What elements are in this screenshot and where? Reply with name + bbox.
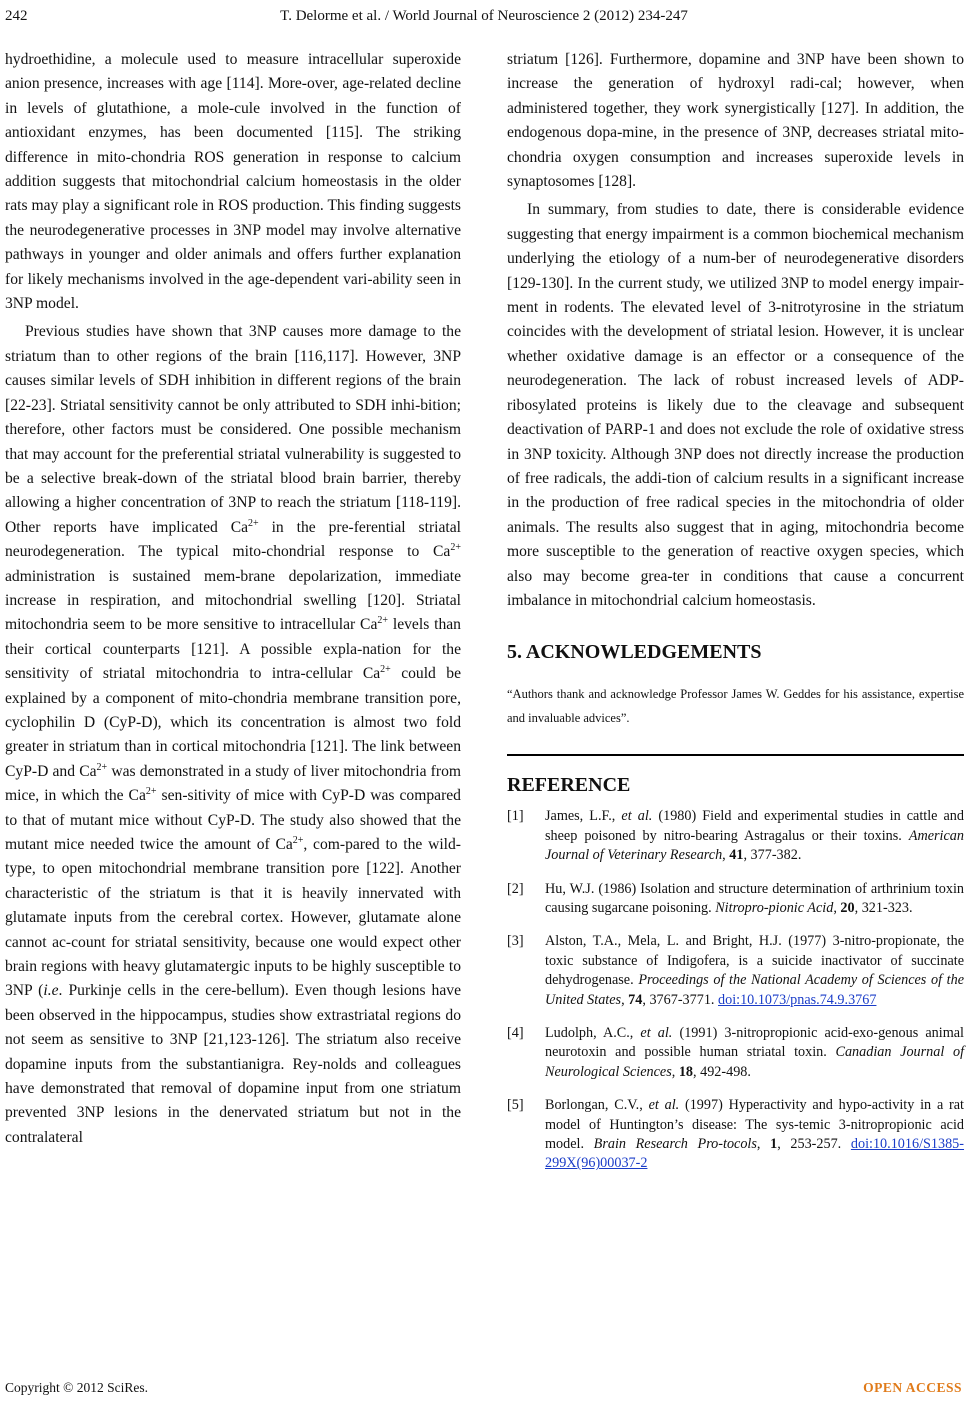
doi-link[interactable]: doi:10.1073/pnas.74.9.3767 xyxy=(718,991,877,1008)
doi-link[interactable]: doi:10.1016/S1385-299X(96)00037-2 xyxy=(545,1136,965,1172)
acknowledgement-text: “Authors thank and acknowledge Professor James W. Geddes for his assistance, expertise and invaluable advices”. xyxy=(507,687,964,726)
reference-item: [2] Hu, W.J. (1986) Isolation and structure determination of arthrinium toxin causing sugarcane poisoning. Nitropro-pionic Acid, 20, 321-323. xyxy=(507,880,964,916)
page-header xyxy=(0,8,968,32)
running-title: T. Delorme et al. / World Journal of Neuroscience 2 (2012) 234-247 xyxy=(280,8,688,24)
reference-item: [1] James, L.F., et al. (1980) Field and experimental studies in cattle and sheep poisoned by nitro-bearing Astragalus or their toxins. American Journal of Veterinary Research, 41, 377-382. xyxy=(507,808,964,864)
reference-item: [4] Ludolph, A.C., et al. (1991) 3-nitropropionic acid-exo-genous animal neurotoxin and possible human striatal toxin. Canadian Journal of Neurological Sciences, 18, 492-498. xyxy=(507,1025,965,1080)
paragraph: hydroethidine, a molecule used to measure intracellular superoxide anion presence, increases with age [114]. More-over, age-related decline in levels of glutathione, a mole-cule involved in the function of antioxidant enzymes, has been documented [115]. The striking difference in mito-chondria ROS generation in response to calcium addition suggests that mitochondrial calcium homeostasis in the older rats may play a significant role in ROS production. This finding suggests the neurodegenerative processes in 3NP model may involve alternative pathways in younger and older animals and offers further explanation for likely mechanisms involved in the age-dependent vari-ability seen in 3NP model. xyxy=(5,51,461,313)
references-heading: REFERENCE xyxy=(507,774,631,797)
section-heading: 5. ACKNOWLEDGEMENTS xyxy=(507,641,762,664)
divider xyxy=(507,754,964,756)
reference-item: [5] Borlongan, C.V., et al. (1997) Hyperactivity and hypo-activity in a rat model of Huntington’s disease: The sys-temic 3-nitropropionic acid model. Brain Research Pro-tocols, 1, 253-257. doi:10.1016/S1385-299X(96)00037-2 xyxy=(507,1097,965,1172)
paragraph: In summary, from studies to date, there is considerable evidence suggesting that energy impairment is a common biochemical mechanism underlying the etiology of a num-ber of neurodegenerative disorders [129-130]. In the current study, we utilized 3NP to model energy impair-ment in rodents. The elevated level of 3-nitrotyrosine in the striatum coincides with the development of striatal lesion. However, it is unclear whether oxidative damage is an effector or a consequence of the neurodegeneration. The lack of robust increased levels of ADP-ribosylated proteins is likely due to the cleavage and subsequent deactivation of PARP-1 and does not exclude the role of oxidative stress in 3NP toxicity. Although 3NP does not directly increase the production of free radicals, the addi-tion of calcium results in a significant increase in the production of free radical species in the mitochondria of older animals. The results also suggest that in aging, mitochondria become more susceptible to the generation of reactive oxygen species, which also may become grea-ter in conditions that cause a concurrent imbalance in mitochondrial calcium homeostasis. xyxy=(507,201,964,609)
right-column xyxy=(507,48,964,1188)
page-number: 242 xyxy=(5,8,28,24)
reference-item: [3] Alston, T.A., Mela, L. and Bright, H.J. (1977) 3-nitro-propionate, the toxic substance of Indigofera, is a suicide inactivator of succinate dehydrogenase. Proceedings of the National Academy of Sciences of the United States, 74, 3767-3771. doi:10.1073/pnas.74.9.3767 xyxy=(507,933,965,1008)
paragraph: Previous studies have shown that 3NP causes more damage to the striatum than to other regions of the brain [116,117]. However, 3NP causes similar levels of SDH inhibition in different regions of the brain [22-23]. Striatal sensitivity cannot be only attributed to SDH inhi-bition; therefore, other factors must be considered. One possible mechanism that may account for the preferential striatal vulnerability is suggested to be a selective break-down of the striatal blood brain barrier, thereby allowing a higher concentration of 3NP to reach the striatum [118-119]. Other reports have implicated $Ca^{2+}$ in the pre-ferential striatal neurodegeneration. The typical mito-chondrial response to $Ca^{2+}$ administration is sustained mem-brane depolarization, immediate increase in respiration, and mitochondrial swelling [120]. Striatal mitochondria seem to be more sensitive to intracellular $Ca^{2+}$ levels than their cortical counterparts [121]. A possible expla-nation for the sensitivity of striatal mitochondria to intra-cellular $Ca^{2+}$ could be explained by a component of mito-chondria membrane transition pore, cyclophilin D (CyP-D), which its concentration is almost two fold greater in striatum than in cortical mitochondria [121]. The link between CyP-D and $Ca^{2+}$ was demonstrated in a study of liver mitochondria from mice, in which the $Ca^{2+}$ sen-sitivity of mice with CyP-D was compared to that of mutant mice without CyP-D. The study also showed that the mutant mice needed twice the amount of $Ca^{2+}$, com-pared to the wild-type, to open mitochondrial membrane transition pore [122]. Another characteristic of the striatum is that it is heavily innervated with glutamate inputs from the cerebral cortex. However, glutamate alone cannot ac-count for striatal sensitivity, because one would expect other brain regions with heavy glutamatergic inputs to be highly susceptible to 3NP (i.e. Purkinje cells in the cere-bellum). Even though lesions have been observed in the hippocampus, studies show extrastriatal regions do not seem as sensitive to 3NP [21,123-126]. The striatum also receive dopamine inputs from the substantianigra. Rey-nolds and colleagues have demonstrated that removal of dopamine input from one striatum prevented 3NP lesions in the denervated striatum but not in the contralateral xyxy=(5,323,461,1146)
left-column xyxy=(5,48,461,1150)
reference-list xyxy=(507,807,964,1174)
open-access-label: OPEN ACCESS xyxy=(863,1380,962,1395)
copyright-notice: Copyright © 2012 SciRes. xyxy=(5,1380,149,1395)
paragraph: striatum [126]. Furthermore, dopamine and 3NP have been shown to increase the generation of hydroxyl radi-cal; however, when administered together, they work synergistically [127]. In addition, the endogenous dopa-mine, in the presence of 3NP, decreases striatal mito-chondria oxygen consumption and increases superoxide levels in synaptosomes [128]. xyxy=(507,51,964,191)
